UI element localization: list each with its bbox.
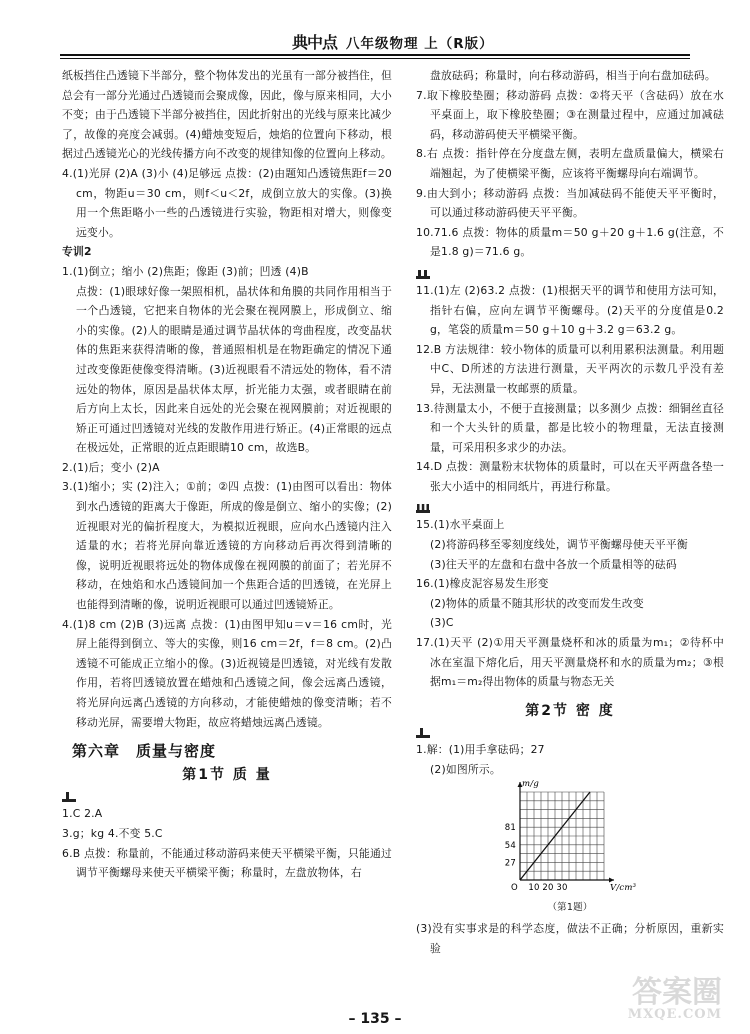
- chapter-heading: [72, 742, 392, 762]
- answer-10: 10.71.6 点拨：物体的质量m＝50 g＋20 g＋1.6 g(注意，不是1.8 g)＝71.6 g。: [416, 225, 724, 259]
- answer-13: 13.待测量太小，不便于直接测量；以多测少 点拨：细铜丝直径和一个大头针的质量，都是比较小的物理量，无法直接测量，可采用积多求少的办法。: [416, 401, 724, 454]
- mass-volume-chart: [486, 780, 686, 898]
- advanced-level-icon: [416, 502, 430, 513]
- x-axis-label: V/cm³: [610, 882, 637, 893]
- answer-paragraph: 纸板挡住凸透镜下半部分，整个物体发出的光虽有一部分被挡住，但总会有一部分光通过凸透镜而会聚成像，因此，像与原来相同，大小不变；由于凸透镜下半部分被挡住，因此折射出的光线与原来比减少了，故像的亮度会减弱。(4)蜡烛变短后，烛焰的位置向下移动，根据过凸透镜光心的光线传播方向不改变的规律知像的位置向上移动。: [62, 69, 392, 161]
- answer-3-5: 3.g；kg 4.不变 5.C: [62, 826, 163, 840]
- header-rule-thin: [60, 58, 690, 59]
- answer-4: 4.(1)光屏 (2)A (3)小 (4)足够远 点拨：(2)由题知凸透镜焦距f＝20 cm，物距u＝30 cm，则f＜u＜2f，成倒立放大的实像。(3)换用一个焦距略小一些的凸透镜进行实验，物距相对增大，则像变远变小。: [62, 166, 392, 239]
- density-answer-1-2: (2)如图所示。: [430, 763, 501, 776]
- basic-level-icon-2: [416, 727, 430, 738]
- section-heading-2: 第2节 密 度: [525, 702, 615, 719]
- answer-15-2: (2)将游码移至零刻度线处，调节平衡螺母使天平平衡: [430, 538, 688, 552]
- answer-z1: 1.(1)倒立；缩小 (2)焦距；像距 (3)前；凹透 (4)B: [62, 264, 309, 278]
- special-training-heading: 专训2: [62, 245, 92, 259]
- y-tick-label: 54: [504, 840, 516, 851]
- answer-z4: 4.(1)8 cm (2)B (3)远离 点拨：(1)由图甲知u＝v＝16 cm时，光屏上能得到倒立、等大的实像，则16 cm＝2f，f＝8 cm。(2)凸透镜不可能成正立缩小的像。(3)近视镜是凹透镜，对光线有发散作用，若将凹透镜放置在蜡烛和凸透镜之间，像会远离凸透镜，将光屏向远离凸透镜的方向移动，才能使蜡烛的像变清晰；若不移动光屏，需要增大物距，故应将蜡烛远离凸透镜。: [62, 617, 392, 729]
- y-tick-label: 27: [504, 857, 516, 868]
- intermediate-level-icon: [416, 268, 430, 279]
- answer-14: 14.D 点拨：测量粉末状物体的质量时，可以在天平两盘各垫一张大小适中的相同纸片，再进行称量。: [416, 460, 724, 493]
- x-tick-label: 10: [528, 882, 540, 893]
- x-tick-label: 20: [542, 882, 554, 893]
- answer-z2: 2.(1)后；变小 (2)A: [62, 460, 160, 474]
- y-axis-label: m/g: [522, 779, 539, 789]
- answer-15: 15.(1)水平桌面上: [416, 518, 505, 532]
- chapter-number: 第六章: [72, 742, 121, 761]
- answer-17: 17.(1)天平 (2)①用天平测量烧杯和冰的质量为m₁；②待杯中冰在室温下熔化后，用天平测量烧杯和水的质量为m₂；③根据m₁＝m₂得出物体的质量与物态无关: [416, 636, 724, 689]
- y-tick-label: 81: [504, 822, 516, 833]
- brand-logo: 典中点: [292, 33, 338, 52]
- answer-9: 9.由大到小；移动游码 点拨：当加减砝码不能使天平平衡时，可以通过移动游码使天平平衡。: [416, 186, 724, 220]
- answer-7: 7.取下橡胶垫圈；移动游码 点拨：②将天平（含砝码）放在水平桌面上，取下橡胶垫圈；③在测量过程中，应通过加减砝码，移动游码使天平横梁平衡。: [416, 88, 724, 141]
- answer-11: 11.(1)左 (2)63.2 点拨：(1)根据天平的调节和使用方法可知，指针右偏，应向左调节平衡螺母。(2)天平的分度值是0.2 g，笔袋的质量m＝50 g＋10 g＋3.2 g＝63.2 g。: [416, 283, 724, 337]
- x-axis-arrow: [609, 877, 614, 882]
- density-answer-3: (3)没有实事求是的科学态度，做法不正确；分析原因，重新实验: [416, 922, 724, 955]
- answer-16-2: (2)物体的质量不随其形状的改变而发生改变: [430, 596, 644, 610]
- page-header: [0, 0, 750, 56]
- figure-caption: （第1题）: [547, 901, 593, 913]
- answer-1-2: 1.C 2.A: [62, 807, 103, 821]
- answer-15-3: (3)往天平的左盘和右盘中各放一个质量相等的砝码: [430, 557, 677, 571]
- left-column: [62, 66, 392, 883]
- chapter-title: 质量与密度: [136, 742, 217, 761]
- answer-z3: 3.(1)缩小；实 (2)注入；①前；②四 点拨：(1)由图可以看出：物体到水凸透镜的距离大于像距，所成的像是倒立、缩小的实像；(2)近视眼对光的偏折程度大，为模拟近视眼，应向水凸透镜内注入适量的水；若将光屏向靠近透镜的方向移动后再次得到清晰的像，说明近视眼将远处的物体成像在视网膜的前面了；若光屏不移动，在烛焰和水凸透镜间加一个焦距合适的凹透镜，在光屏上也能得到清晰的像，说明近视眼可以通过凹透镜矫正。: [62, 480, 392, 612]
- section-heading: 第1节 质 量: [182, 766, 272, 783]
- watermark-logo: 答案圈 MXQE.COM: [627, 975, 722, 1022]
- basic-level-icon: [62, 791, 76, 802]
- right-column: [416, 66, 724, 958]
- answer-6: 6.B 点拨：称量前，不能通过移动游码来使天平横梁平衡，只能通过调节平衡螺母来使天平横梁平衡；称量时，左盘放物体，右: [62, 846, 392, 880]
- answer-8: 8.右 点拨：指针停在分度盘左侧，表明左盘质量偏大，横梁右端翘起，为了使横梁平衡，应该将平衡螺母向右端调节。: [416, 147, 724, 180]
- chart-svg: [486, 780, 686, 898]
- answer-12: 12.B 方法规律：较小物体的质量可以利用累积法测量。利用题中C、D所述的方法进行测量，天平两次的示数几乎没有差异，无法测量一枚邮票的质量。: [416, 342, 724, 395]
- page-number: – 135 –: [348, 1011, 402, 1027]
- book-title: 八年级物理 上（R版）: [346, 36, 494, 52]
- header-rule: [60, 54, 690, 56]
- density-answer-1: 1.解：(1)用手拿砝码；27: [416, 743, 545, 757]
- x-tick-label: 30: [556, 882, 568, 893]
- answer-16: 16.(1)橡皮泥容易发生形变: [416, 577, 549, 591]
- answer-6-cont: 盘放砝码；称量时，向右移动游码，相当于向右盘加砝码。: [430, 69, 716, 82]
- answer-z1-hint: 点拨：(1)眼球好像一架照相机，晶状体和角膜的共同作用相当于一个凸透镜，它把来自物体的光会聚在视网膜上，形成倒立、缩小的实像。(2)人的眼睛是通过调节晶状体的弯曲程度，改变晶状体的焦距来获得清晰的像，普通照相机是在物距确定的情况下通过改变像距使像变得清晰。(3)近视眼看不清远处的物体，看不清远处的物体，原因是晶状体太厚，折光能力太强，或者眼睛在前后方向上太长，因此来自远处的光会聚在视网膜前；对近视眼的矫正可通过凹透镜对光线的发散作用进行矫正。(4)正常眼的远点在极远处，正常眼的近点距眼睛10 cm，故选B。: [76, 284, 392, 455]
- answer-16-3: (3)C: [430, 616, 454, 630]
- origin-label: O: [511, 882, 518, 893]
